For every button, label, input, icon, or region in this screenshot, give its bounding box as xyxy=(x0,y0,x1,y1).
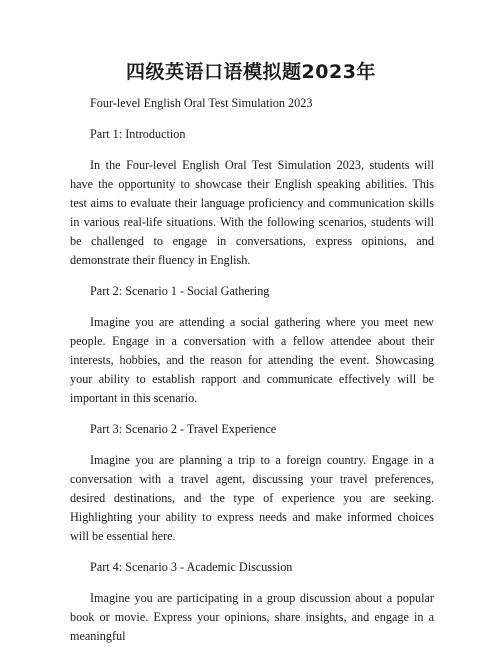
section-heading-travel-experience: Part 3: Scenario 2 - Travel Experience xyxy=(90,422,277,436)
section-heading-academic-discussion: Part 4: Scenario 3 - Academic Discussion xyxy=(90,560,293,574)
document-title: 四级英语口语模拟题2023年 xyxy=(126,61,376,83)
section-heading-social-gathering: Part 2: Scenario 1 - Social Gathering xyxy=(90,284,270,298)
section-body-introduction: In the Four-level English Oral Test Simulation 2023, students will have the opportunity to showcase their English speaking abilities. This test aims to evaluate their language proficiency and communication skills in various real-life situations. With the following scenarios, students will be challenged to engage in conversations, express opinions, and demonstrate their fluency in English. xyxy=(70,158,434,267)
section-heading-introduction: Part 1: Introduction xyxy=(90,127,186,141)
document-subtitle: Four-level English Oral Test Simulation 2023 xyxy=(90,96,313,110)
document-body xyxy=(70,94,434,658)
section-body-travel-experience: Imagine you are planning a trip to a foreign country. Engage in a conversation with a travel agent, discussing your travel preferences, desired destinations, and the type of experience you are seeking. Highlighting your ability to express needs and make informed choices will be essential here. xyxy=(70,453,434,543)
section-body-social-gathering: Imagine you are attending a social gathering where you meet new people. Engage in a conversation with a fellow attendee about their interests, hobbies, and the reason for attending the event. Showcasing your ability to establish rapport and communicate effectively will be important in this scenario. xyxy=(70,315,434,405)
section-body-academic-discussion: Imagine you are participating in a group discussion about a popular book or movie. Express your opinions, share insights, and engage in a meaningful xyxy=(70,591,434,643)
